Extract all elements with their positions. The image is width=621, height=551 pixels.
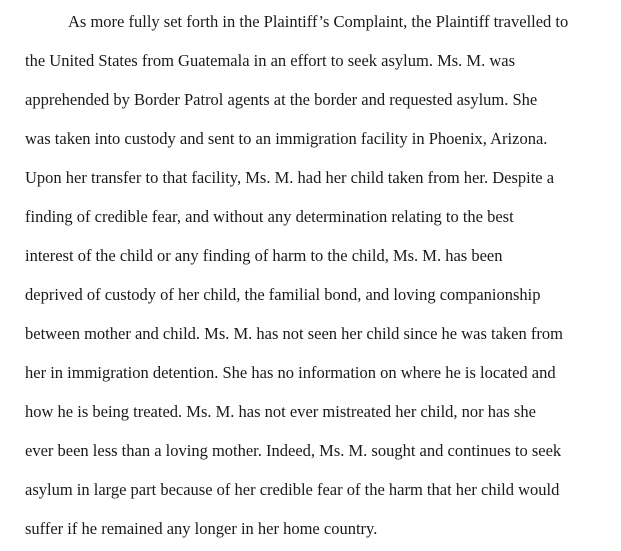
- paragraph-line: As more fully set forth in the Plaintiff’s Complaint, the Plaintiff travelled to: [68, 12, 569, 31]
- paragraph-line: her in immigration detention. She has no information on where he is located and: [25, 363, 556, 382]
- paragraph-line: finding of credible fear, and without any determination relating to the best: [25, 207, 514, 226]
- paragraph-line: was taken into custody and sent to an immigration facility in Phoenix, Arizona.: [25, 129, 548, 148]
- paragraph-line: suffer if he remained any longer in her home country.: [25, 519, 378, 538]
- paragraph-line: deprived of custody of her child, the familial bond, and loving companionship: [25, 285, 541, 304]
- paragraph-line: between mother and child. Ms. M. has not seen her child since he was taken from: [25, 324, 563, 343]
- paragraph-line: interest of the child or any finding of harm to the child, Ms. M. has been: [25, 246, 503, 265]
- paragraph-line: apprehended by Border Patrol agents at the border and requested asylum. She: [25, 90, 538, 109]
- paragraph-line: how he is being treated. Ms. M. has not ever mistreated her child, nor has she: [25, 402, 536, 421]
- paragraph-line: the United States from Guatemala in an effort to seek asylum. Ms. M. was: [25, 51, 516, 70]
- paragraph-line: ever been less than a loving mother. Indeed, Ms. M. sought and continues to seek: [25, 441, 562, 460]
- paragraph-line: asylum in large part because of her credible fear of the harm that her child would: [25, 480, 560, 499]
- paragraph-line: Upon her transfer to that facility, Ms. M. had her child taken from her. Despite a: [25, 168, 555, 187]
